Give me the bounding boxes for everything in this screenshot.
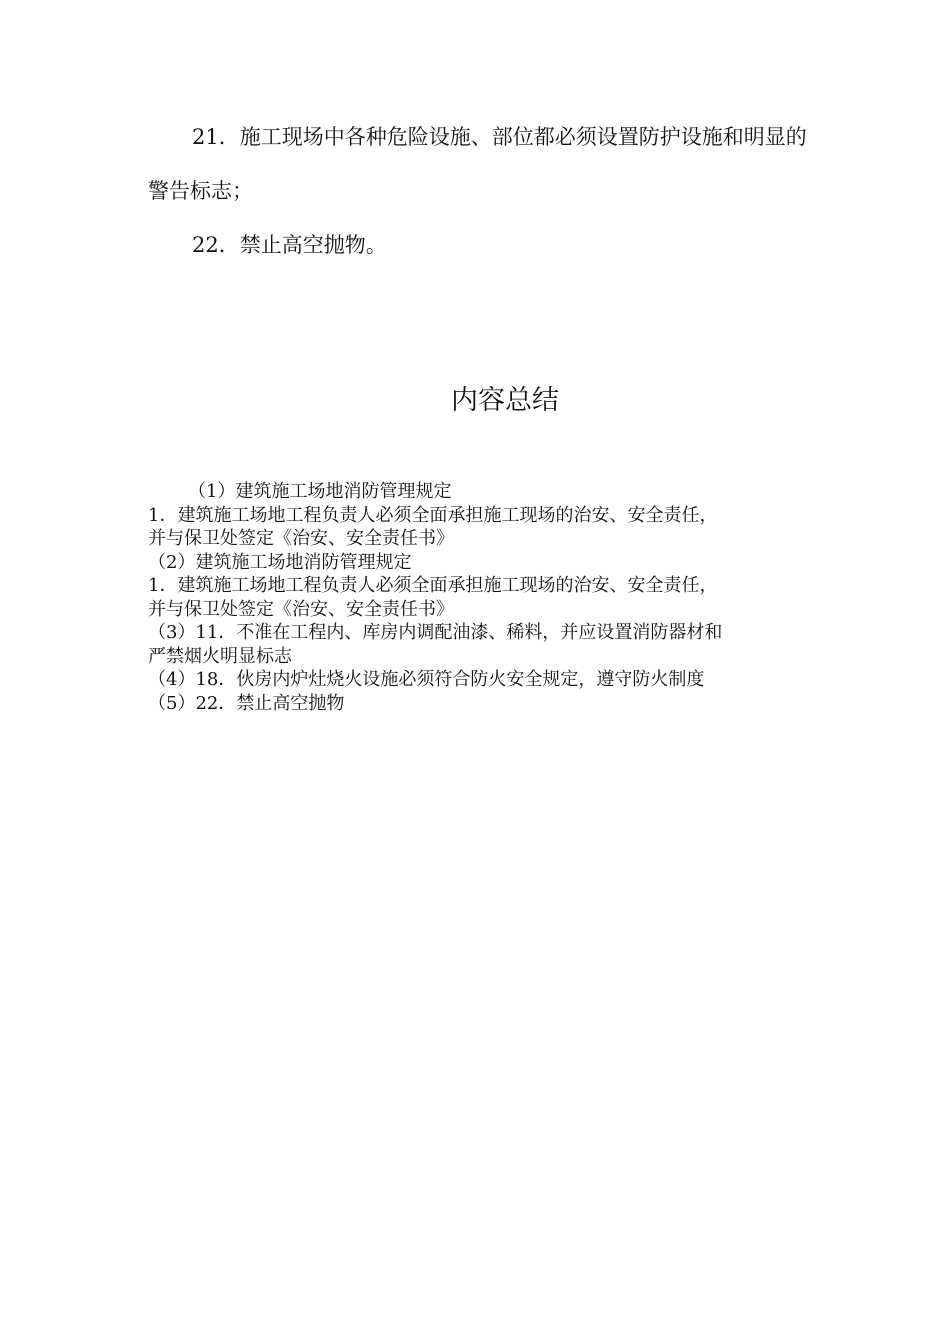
summary-line: 严禁烟火明显标志 (148, 645, 292, 667)
summary-line: 1．建筑施工场地工程负责人必须全面承担施工现场的治安、安全责任， (148, 504, 718, 526)
summary-line: 并与保卫处签定《治安、安全责任书》 (148, 528, 454, 549)
summary-line: 1．建筑施工场地工程负责人必须全面承担施工现场的治安、安全责任， (148, 575, 718, 596)
rule-item-22: 22．禁止高空抛物。 (192, 233, 387, 257)
summary-block (148, 480, 808, 715)
summary-title: 内容总结 (451, 385, 559, 416)
rule-item-21: 21．施工现场中各种危险设施、部位都必须设置防护设施和明显的警告标志； (148, 125, 807, 203)
summary-line: （5）22．禁止高空抛物 (148, 692, 345, 714)
summary-line: 并与保卫处签定《治安、安全责任书》 (148, 598, 454, 620)
summary-line: （2）建筑施工场地消防管理规定 (148, 551, 412, 573)
summary-line: （4）18．伙房内炉灶烧火设施必须符合防火安全规定，遵守防火制度 (148, 669, 705, 690)
summary-line: （3）11．不准在工程内、库房内调配油漆、稀料，并应设置消防器材和 (148, 622, 723, 643)
summary-line: （1）建筑施工场地消防管理规定 (188, 481, 452, 502)
